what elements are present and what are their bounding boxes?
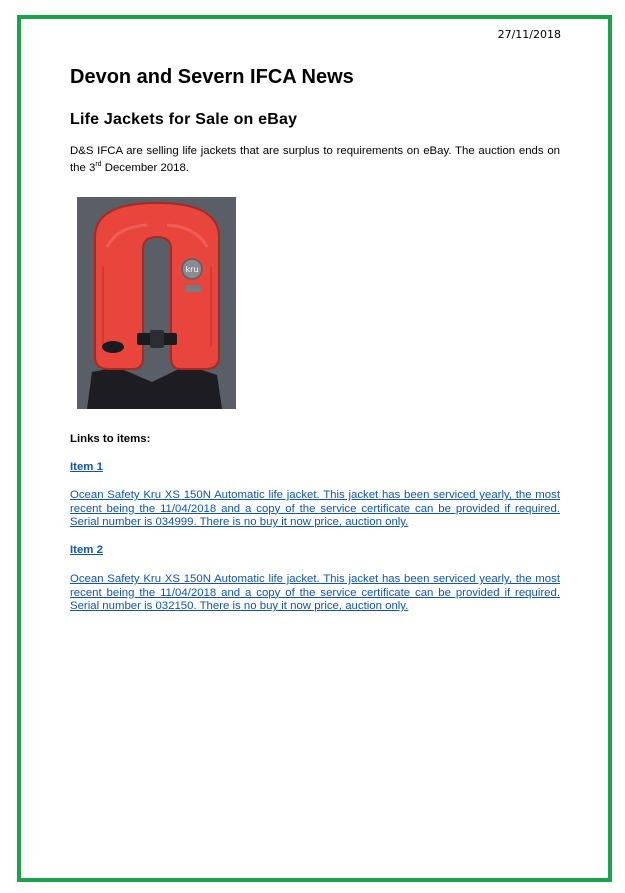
item-2-link[interactable]: Item 2 [70,544,103,556]
kru-badge-text: kru [185,265,199,274]
intro-text-end: December 2018. [101,161,189,174]
intro-paragraph [70,144,560,175]
item-2-description-link[interactable]: Ocean Safety Kru XS 150N Automatic life jacket. This jacket has been serviced yearly, the most recent being the 11/04/2018 and a copy of the service certificate can be provided if required. Serial number is 032150. There is no buy it now price, auction only. [70,573,560,612]
life-jacket-photo [77,197,236,409]
document-date: 27/11/2018 [497,28,561,41]
article-heading: Life Jackets for Sale on eBay [70,111,298,128]
item-1-link[interactable]: Item 1 [70,461,103,473]
intro-ordinal-suffix: rd [95,161,102,168]
intro-text: D&S IFCA are selling life jackets that are surplus to requirements on eBay. The auction ends on the 3 [70,145,560,174]
page-title: Devon and Severn IFCA News [70,66,354,88]
item-1-description-link[interactable]: Ocean Safety Kru XS 150N Automatic life jacket. This jacket has been serviced yearly, the most recent being the 11/04/2018 and a copy of the service certificate can be provided if required. Serial number is 034999. There is no buy it now price, auction only. [70,489,560,528]
links-label: Links to items: [70,433,151,445]
life-jacket-illustration [77,197,236,409]
